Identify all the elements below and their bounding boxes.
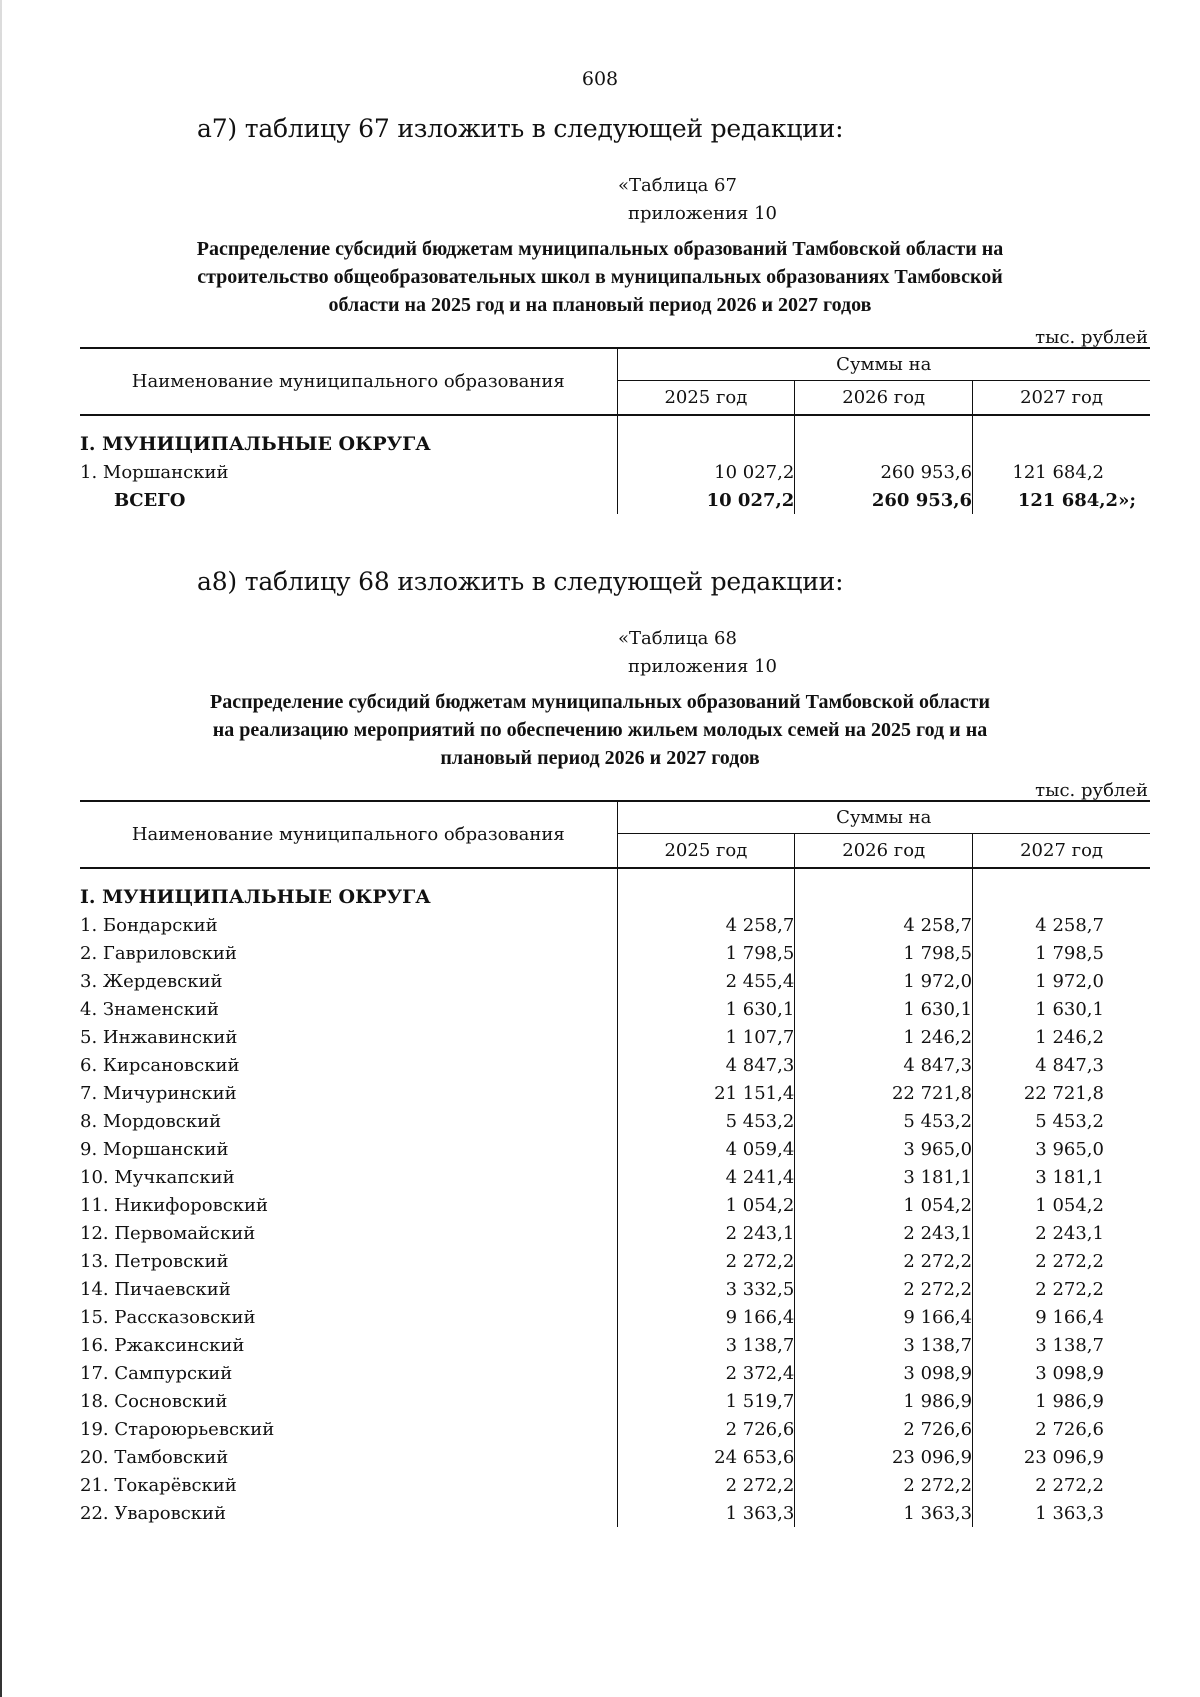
value-2026: 260 953,6 (795, 458, 973, 486)
value-2026: 5 453,2 (795, 1107, 973, 1135)
row-name: 9. Моршанский (80, 1135, 617, 1163)
value-2026: 1 363,3 (795, 1499, 973, 1527)
table-row (80, 1387, 1150, 1415)
value-2025: 2 272,2 (617, 1247, 795, 1275)
value-2027: 23 096,9 (1023, 1446, 1104, 1468)
table-row (80, 1163, 1150, 1191)
value-2026: 1 972,0 (795, 967, 973, 995)
value-2026: 1 246,2 (795, 1023, 973, 1051)
value-2025: 4 258,7 (617, 911, 795, 939)
table-row (80, 1303, 1150, 1331)
total-row (80, 486, 1150, 514)
row-name: 6. Кирсановский (80, 1051, 617, 1079)
table-ref-line2: приложения 10 (628, 203, 777, 224)
table-row (80, 1051, 1150, 1079)
header-name-column: Наименование муниципального образования (80, 348, 617, 415)
table-row (80, 1247, 1150, 1275)
value-2026: 2 272,2 (795, 1247, 973, 1275)
row-name: 12. Первомайский (80, 1219, 617, 1247)
value-2026: 22 721,8 (795, 1079, 973, 1107)
units-label: тыс. рублей (1035, 327, 1148, 348)
header-year-2026: 2026 год (795, 834, 973, 869)
value-2025: 5 453,2 (617, 1107, 795, 1135)
value-2027: 2 272,2 (1035, 1278, 1104, 1300)
value-2025: 1 630,1 (617, 995, 795, 1023)
table-row (80, 1079, 1150, 1107)
value-2025: 1 519,7 (617, 1387, 795, 1415)
header-year-2027: 2027 год (973, 381, 1150, 416)
row-name: 5. Инжавинский (80, 1023, 617, 1051)
table-row (80, 1275, 1150, 1303)
row-name: 16. Ржаксинский (80, 1331, 617, 1359)
title-line: области на 2025 год и на плановый период 2026 и 2027 годов (328, 294, 872, 316)
value-2027: 1 986,9 (1035, 1390, 1104, 1412)
value-2026: 2 272,2 (795, 1471, 973, 1499)
value-2025: 2 243,1 (617, 1219, 795, 1247)
row-name: 13. Петровский (80, 1247, 617, 1275)
instruction-a8: а8) таблицу 68 изложить в следующей редакции: (197, 567, 844, 596)
row-name: 11. Никифоровский (80, 1191, 617, 1219)
value-2027: 3 098,9 (1035, 1362, 1104, 1384)
value-2027: 2 272,2 (1035, 1474, 1104, 1496)
value-2027: 1 246,2 (1035, 1026, 1104, 1048)
total-2027: 121 684,2 (1017, 489, 1119, 511)
section-row (80, 868, 1150, 911)
value-2027: 4 258,7 (1035, 914, 1104, 936)
value-2026: 1 054,2 (795, 1191, 973, 1219)
table-row (80, 1331, 1150, 1359)
title-line: Распределение субсидий бюджетам муниципальных образований Тамбовской области на (196, 238, 1004, 260)
value-2026: 3 138,7 (795, 1331, 973, 1359)
table-row (80, 1219, 1150, 1247)
value-2025: 2 455,4 (617, 967, 795, 995)
header-year-2027: 2027 год (973, 834, 1150, 869)
table-row (80, 458, 1150, 486)
row-name: 19. Староюрьевский (80, 1415, 617, 1443)
value-2026: 23 096,9 (795, 1443, 973, 1471)
scan-edge (0, 0, 2, 1697)
value-2025: 24 653,6 (617, 1443, 795, 1471)
title-line: на реализацию мероприятий по обеспечению жильем молодых семей на 2025 год и на (212, 719, 988, 741)
value-2026: 1 798,5 (795, 939, 973, 967)
table-ref-line1: «Таблица 68 (618, 628, 737, 649)
quote-close: »; (1118, 489, 1136, 511)
value-2027: 5 453,2 (1035, 1110, 1104, 1132)
table-row (80, 1191, 1150, 1219)
value-2027: 3 138,7 (1035, 1334, 1104, 1356)
value-2027: 3 965,0 (1035, 1138, 1104, 1160)
value-2027: 121 684,2 (1012, 461, 1104, 483)
table-row (80, 1359, 1150, 1387)
value-2027: 9 166,4 (1035, 1306, 1104, 1328)
row-name: 2. Гавриловский (80, 939, 617, 967)
value-2025: 9 166,4 (617, 1303, 795, 1331)
title-line: Распределение субсидий бюджетам муниципальных образований Тамбовской области (210, 691, 990, 713)
header-sums-on: Суммы на (617, 801, 1150, 834)
row-name: 10. Мучкапский (80, 1163, 617, 1191)
table-row (80, 1135, 1150, 1163)
value-2026: 3 181,1 (795, 1163, 973, 1191)
row-name: 17. Сампурский (80, 1359, 617, 1387)
table-ref-67 (618, 172, 777, 228)
value-2027: 1 798,5 (1035, 942, 1104, 964)
table-row (80, 911, 1150, 939)
value-2027: 2 726,6 (1035, 1418, 1104, 1440)
row-name: 14. Пичаевский (80, 1275, 617, 1303)
table-ref-line1: «Таблица 67 (618, 175, 737, 196)
section-label: I. МУНИЦИПАЛЬНЫЕ ОКРУГА (80, 868, 617, 911)
table-row (80, 1415, 1150, 1443)
value-2027: 4 847,3 (1035, 1054, 1104, 1076)
header-name-column: Наименование муниципального образования (80, 801, 617, 868)
table-ref-68 (618, 625, 777, 681)
table-68 (80, 800, 1150, 1527)
value-2025: 1 798,5 (617, 939, 795, 967)
total-2026: 260 953,6 (795, 486, 973, 514)
table-row (80, 1443, 1150, 1471)
value-2026: 3 965,0 (795, 1135, 973, 1163)
value-2026: 3 098,9 (795, 1359, 973, 1387)
row-name: 4. Знаменский (80, 995, 617, 1023)
row-name: 20. Тамбовский (80, 1443, 617, 1471)
value-2027: 1 630,1 (1035, 998, 1104, 1020)
value-2025: 1 107,7 (617, 1023, 795, 1051)
table-row (80, 1471, 1150, 1499)
section-row (80, 415, 1150, 458)
header-sums-on: Суммы на (617, 348, 1150, 381)
value-2025: 2 726,6 (617, 1415, 795, 1443)
value-2025: 4 059,4 (617, 1135, 795, 1163)
value-2025: 4 241,4 (617, 1163, 795, 1191)
value-2027: 2 243,1 (1035, 1222, 1104, 1244)
header-year-2025: 2025 год (617, 381, 795, 416)
value-2026: 4 258,7 (795, 911, 973, 939)
row-name: 8. Мордовский (80, 1107, 617, 1135)
value-2025: 1 363,3 (617, 1499, 795, 1527)
section-label: I. МУНИЦИПАЛЬНЫЕ ОКРУГА (80, 415, 617, 458)
row-name: 15. Рассказовский (80, 1303, 617, 1331)
value-2025: 2 372,4 (617, 1359, 795, 1387)
row-name: 1. Моршанский (80, 458, 617, 486)
table-row (80, 995, 1150, 1023)
value-2027: 22 721,8 (1023, 1082, 1104, 1104)
value-2027: 1 363,3 (1035, 1502, 1104, 1524)
header-year-2025: 2025 год (617, 834, 795, 869)
table-row (80, 939, 1150, 967)
table-title-67 (110, 235, 1090, 319)
table-row (80, 1499, 1150, 1527)
table-67 (80, 347, 1150, 514)
value-2025: 2 272,2 (617, 1471, 795, 1499)
total-2027-cell (973, 486, 1150, 514)
units-label: тыс. рублей (1035, 780, 1148, 801)
value-2026: 1 630,1 (795, 995, 973, 1023)
row-name: 7. Мичуринский (80, 1079, 617, 1107)
value-2025: 1 054,2 (617, 1191, 795, 1219)
value-2026: 9 166,4 (795, 1303, 973, 1331)
value-2025: 4 847,3 (617, 1051, 795, 1079)
total-label: ВСЕГО (80, 486, 617, 514)
value-2027: 2 272,2 (1035, 1250, 1104, 1272)
table-row (80, 1023, 1150, 1051)
table-row (80, 1107, 1150, 1135)
value-2027: 1 972,0 (1035, 970, 1104, 992)
value-2026: 2 243,1 (795, 1219, 973, 1247)
table-title-68 (110, 688, 1090, 772)
row-name: 22. Уваровский (80, 1499, 617, 1527)
table-ref-line2: приложения 10 (628, 656, 777, 677)
row-name: 18. Сосновский (80, 1387, 617, 1415)
header-year-2026: 2026 год (795, 381, 973, 416)
title-line: строительство общеобразовательных школ в муниципальных образованиях Тамбовской (197, 266, 1003, 288)
row-name: 3. Жердевский (80, 967, 617, 995)
table-row (80, 967, 1150, 995)
page-number: 608 (581, 68, 619, 90)
value-2025: 21 151,4 (617, 1079, 795, 1107)
value-2026: 2 726,6 (795, 1415, 973, 1443)
value-2026: 2 272,2 (795, 1275, 973, 1303)
value-2026: 1 986,9 (795, 1387, 973, 1415)
value-2026: 4 847,3 (795, 1051, 973, 1079)
title-line: плановый период 2026 и 2027 годов (440, 747, 760, 769)
row-name: 21. Токарёвский (80, 1471, 617, 1499)
total-2025: 10 027,2 (617, 486, 795, 514)
instruction-a7: а7) таблицу 67 изложить в следующей редакции: (197, 114, 844, 143)
value-2025: 3 138,7 (617, 1331, 795, 1359)
value-2025: 10 027,2 (617, 458, 795, 486)
row-name: 1. Бондарский (80, 911, 617, 939)
value-2027: 3 181,1 (1035, 1166, 1104, 1188)
value-2027: 1 054,2 (1035, 1194, 1104, 1216)
value-2025: 3 332,5 (617, 1275, 795, 1303)
